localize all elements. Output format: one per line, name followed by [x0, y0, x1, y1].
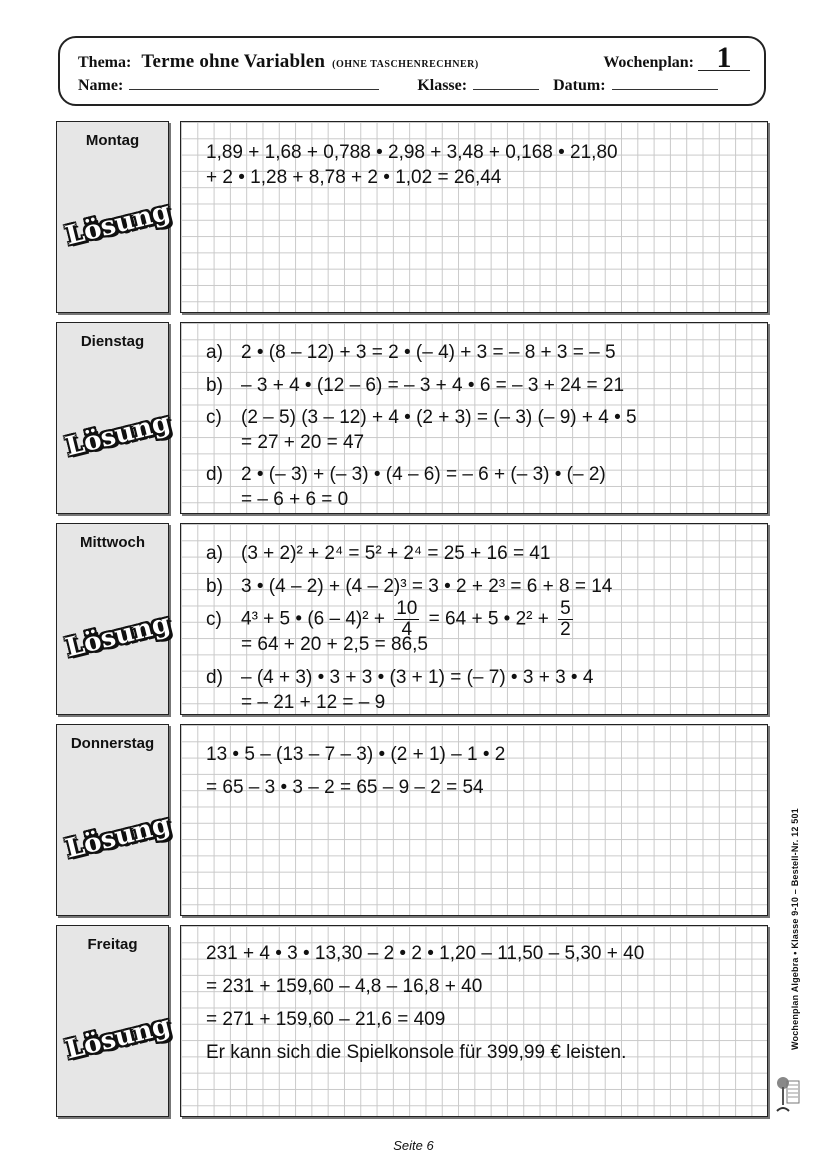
side-order-info: Wochenplan Algebra • Klasse 9-10 – Bestell-Nr. 12 501 — [790, 808, 800, 1050]
item-label: a) — [206, 543, 223, 564]
day-label-box — [56, 121, 174, 313]
item-label: d) — [206, 667, 223, 688]
loesung-stamp: Lösung — [62, 608, 174, 664]
solution-line: 231 + 4 • 3 • 13,30 – 2 • 2 • 1,20 – 11,50 – 5,30 + 40 — [206, 943, 645, 964]
solution-line: 13 • 5 – (13 – 7 – 3) • (2 + 1) – 1 • 2 — [206, 744, 506, 765]
solution-line: (3 + 2)² + 2⁴ = 5² + 2⁴ = 25 + 16 = 41 — [241, 543, 551, 564]
solution-line: 1,89 + 1,68 + 0,788 • 2,98 + 3,48 + 0,168 • 21,80 — [206, 142, 618, 163]
answer-grid-freitag — [180, 925, 768, 1117]
thema-title: Terme ohne Variablen — [141, 51, 326, 72]
day-block-dienstag — [56, 322, 768, 514]
fraction-numerator: 5 — [560, 598, 571, 619]
solution-line: Er kann sich die Spielkonsole für 399,99 € leisten. — [206, 1042, 627, 1063]
answer-grid-donnerstag — [180, 724, 768, 916]
klasse-field[interactable] — [473, 75, 539, 90]
wochenplan-label: Wochenplan: — [603, 54, 694, 71]
solution-line: = 231 + 159,60 – 4,8 – 16,8 + 40 — [206, 976, 483, 997]
solution-line: = 65 – 3 • 3 – 2 = 65 – 9 – 2 = 54 — [206, 777, 484, 798]
loesung-stamp: Lösung — [62, 1010, 174, 1066]
day-label-box — [56, 925, 174, 1117]
day-block-montag — [56, 121, 768, 313]
klasse-label: Klasse: — [417, 77, 468, 94]
thema-label: Thema: — [78, 54, 132, 71]
name-label: Name: — [78, 77, 124, 94]
day-name-montag: Montag — [85, 132, 140, 149]
day-name-donnerstag: Donnerstag — [70, 735, 155, 752]
day-block-donnerstag — [56, 724, 768, 916]
day-name-freitag: Freitag — [87, 936, 138, 953]
solution-line: = – 6 + 6 = 0 — [241, 489, 349, 510]
publisher-logo-icon — [775, 1075, 801, 1115]
day-name-dienstag: Dienstag — [80, 333, 145, 350]
answer-grid-montag — [180, 121, 768, 313]
page-number: Seite 6 — [393, 1138, 434, 1153]
solution-line: 2 • (8 – 12) + 3 = 2 • (– 4) + 3 = – 8 + 3 = – 5 — [241, 342, 616, 363]
loesung-stamp: Lösung — [62, 809, 174, 865]
solution-line: = 271 + 159,60 – 21,6 = 409 — [206, 1009, 446, 1030]
fraction-denominator: 2 — [560, 619, 571, 640]
day-label-box — [56, 724, 174, 916]
datum-field[interactable] — [612, 75, 718, 90]
loesung-stamp: Lösung — [62, 196, 174, 252]
solution-line: 3 • (4 – 2) + (4 – 2)³ = 3 • 2 + 2³ = 6 + 8 = 14 — [241, 576, 613, 597]
item-label: b) — [206, 375, 223, 396]
worksheet-header — [58, 36, 766, 106]
thema-note: (OHNE TASCHENRECHNER) — [332, 59, 479, 70]
day-block-freitag — [56, 925, 768, 1117]
fraction-denominator: 4 — [401, 619, 413, 640]
name-field[interactable] — [129, 75, 379, 90]
day-name-mittwoch: Mittwoch — [80, 534, 145, 551]
day-label-box — [56, 322, 174, 514]
item-label: b) — [206, 576, 223, 597]
solution-line: – (4 + 3) • 3 + 3 • (3 + 1) = (– 7) • 3 + 3 • 4 — [241, 667, 594, 688]
item-label: c) — [206, 609, 222, 630]
fraction — [558, 599, 573, 640]
loesung-stamp: Lösung — [62, 407, 174, 463]
solution-line: (2 – 5) (3 – 12) + 4 • (2 + 3) = (– 3) (– 9) + 4 • 5 — [241, 407, 637, 428]
term-part: = 64 + 5 • 2² + — [428, 608, 549, 630]
fraction-numerator: 10 — [396, 598, 418, 619]
solution-line: = – 21 + 12 = – 9 — [241, 692, 386, 713]
term-part: 4³ + 5 • (6 – 4)² + — [241, 608, 385, 630]
item-label: c) — [206, 407, 222, 428]
wochenplan-number: 1 — [698, 46, 750, 71]
answer-grid-dienstag — [180, 322, 768, 514]
item-label: d) — [206, 464, 223, 485]
day-label-box — [56, 523, 174, 715]
solution-line: – 3 + 4 • (12 – 6) = – 3 + 4 • 6 = – 3 + 24 = 21 — [241, 375, 625, 396]
solution-line: 2 • (– 3) + (– 3) • (4 – 6) = – 6 + (– 3) • (– 2) — [241, 464, 606, 485]
solution-line: + 2 • 1,28 + 8,78 + 2 • 1,02 = 26,44 — [206, 167, 502, 188]
answer-grid-mittwoch — [180, 523, 768, 715]
item-label: a) — [206, 342, 223, 363]
datum-label: Datum: — [553, 77, 606, 94]
day-block-mittwoch — [56, 523, 768, 715]
solution-line: = 27 + 20 = 47 — [241, 432, 365, 453]
solution-line: = 64 + 20 + 2,5 = 86,5 — [241, 634, 428, 655]
